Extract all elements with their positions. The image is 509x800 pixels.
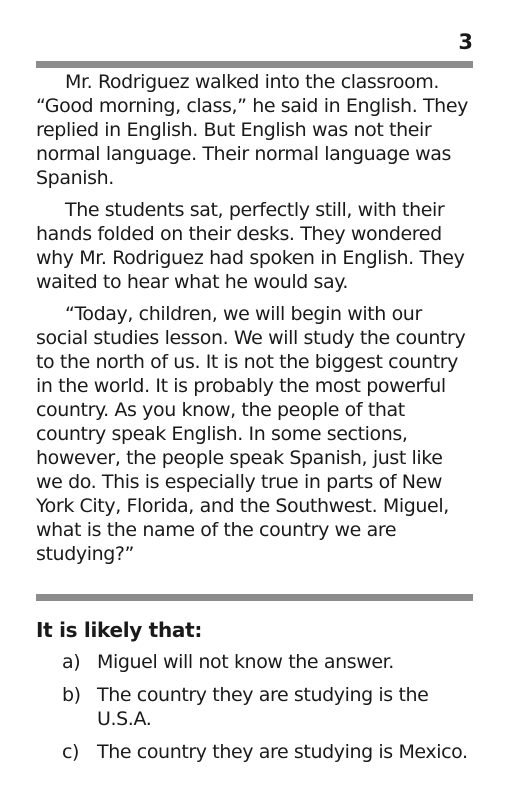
choice-text: The country they are studying is the U.S.A. [97,684,429,730]
choice-letter: b) [62,684,81,706]
choice-letter: a) [62,651,81,673]
question-prompt: It is likely that: [36,618,203,642]
passage-paragraph: Mr. Rodriguez walked into the classroom. “Good morning, class,” he said in English. They replied in English. But English was not their normal language. Their normal language was Spanish. [36,71,468,189]
passage-paragraph: “Today, children, we will begin with our social studies lesson. We will study the country to the north of us. It is not the biggest country in the world. It is probably the most powerful country. As you know, the people of that country speak English. In some sections, however, the people speak Spanish, just like we do. This is especially true in parts of New York City, Florida, and the Southwest. Miguel, what is the name of the country we are studying?” [36,303,466,565]
passage-paragraph: The students sat, perfectly still, with their hands folded on their desks. They wondered why Mr. Rodriguez had spoken in English. They waited to hear what he would say. [36,199,465,293]
answer-choices [62,650,482,773]
bottom-divider [36,594,473,601]
answer-choice-a[interactable] [62,650,482,674]
choice-text: The country they are studying is Mexico. [97,741,468,763]
choice-text: Miguel will not know the answer. [97,651,394,673]
answer-choice-b[interactable] [62,683,482,731]
choice-letter: c) [62,741,80,763]
page-number: 3 [458,30,473,54]
reading-passage [36,70,473,574]
top-divider [36,61,473,68]
answer-choice-c[interactable] [62,740,482,764]
